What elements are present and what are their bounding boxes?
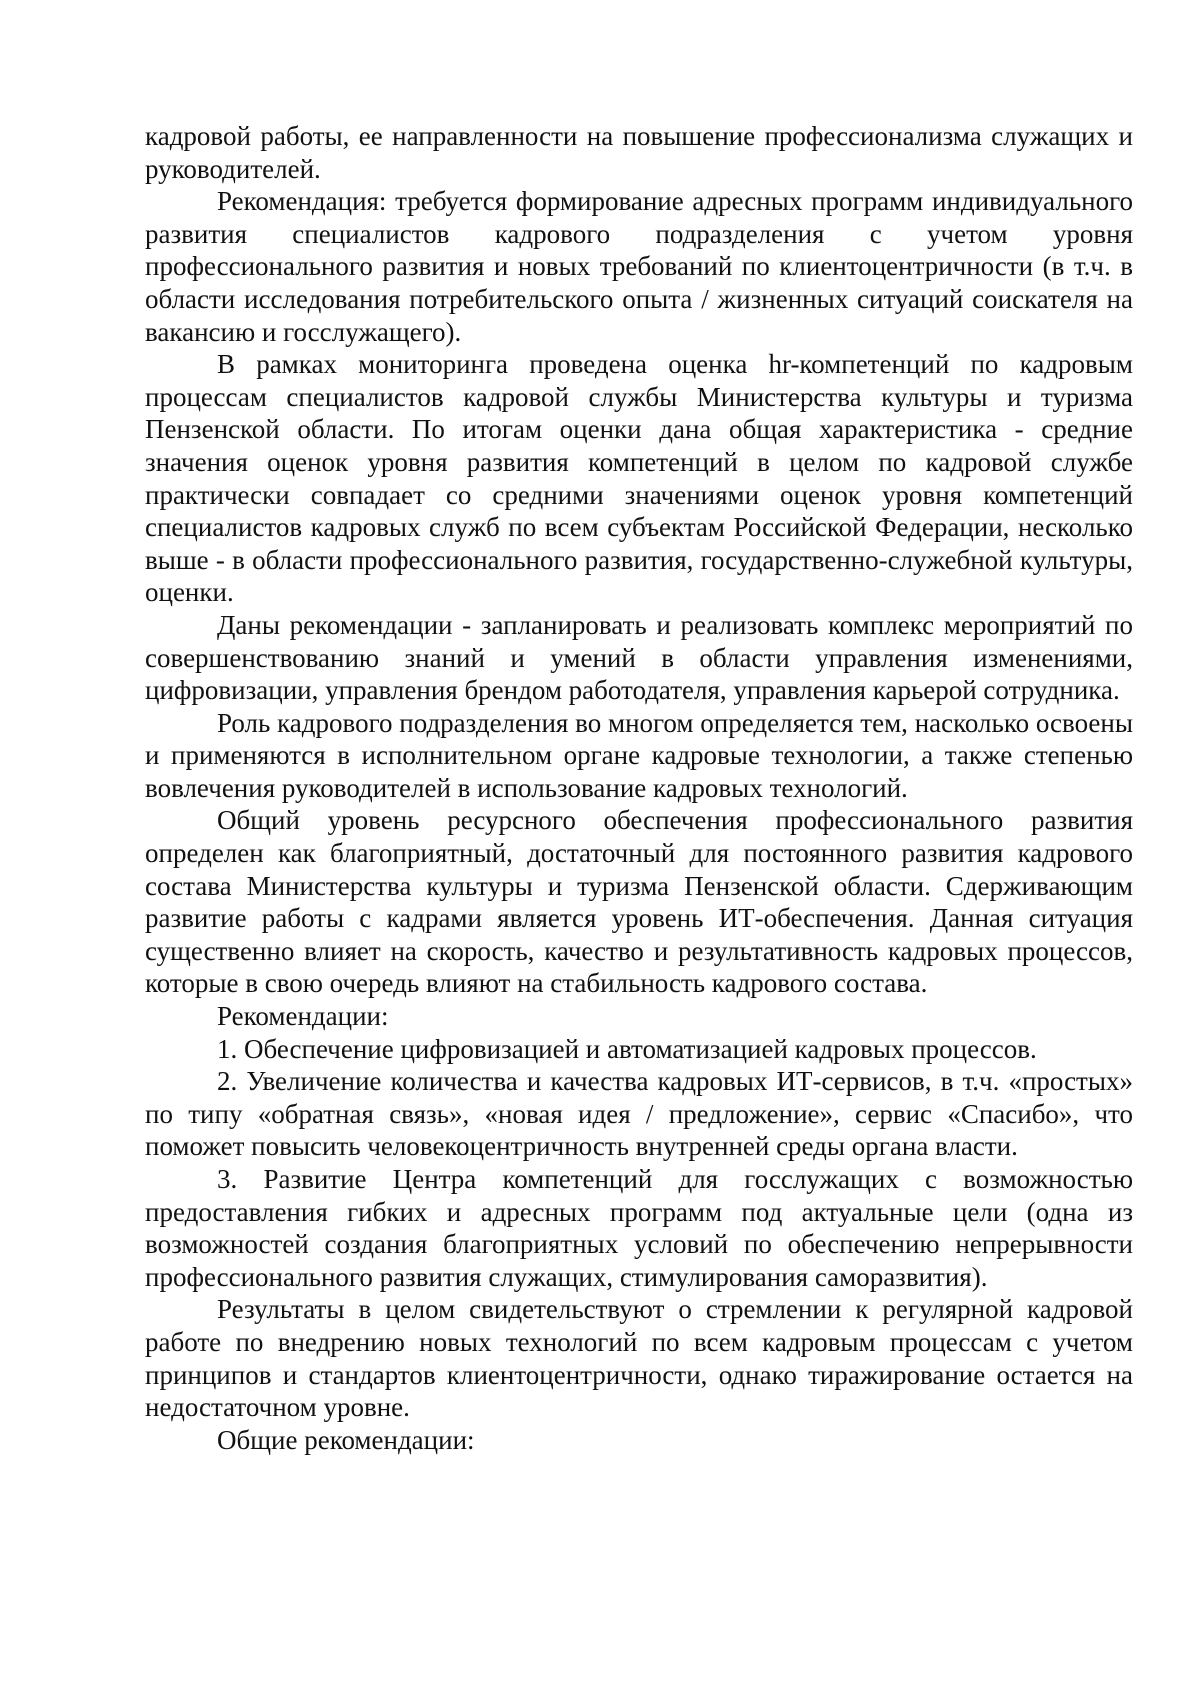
list-item-competence-center: 3. Развитие Центра компетенций для госслужащих с возможностью предоставления гибких и адресных программ под актуальные цели (одна из возможностей создания благоприятных условий по обеспечению непрерывности профессионального развития служащих, стимулирования саморазвития). <box>145 1164 1133 1292</box>
paragraph-hr-competence-assessment: В рамках мониторинга проведена оценка hr-компетенций по кадровым процессам специалистов кадровой службы Министерства культуры и туризма Пензенской области. По итогам оценки дана общая характеристика - средние значения оценок уровня развития компетенций в целом по кадровой службе практически совпадает со средними значениями оценок уровня компетенций специалистов кадровых служб по всем субъектам Российской Федерации, несколько выше - в области профессионального развития, государственно-служебной культуры, оценки. <box>145 349 1133 608</box>
list-item-digitalization: 1. Обеспечение цифровизацией и автоматизацией кадровых процессов. <box>217 1033 1037 1064</box>
paragraph-recommendations-measures: Даны рекомендации - запланировать и реализовать комплекс мероприятий по совершенствованию знаний и умений в области управления изменениями, цифровизации, управления брендом работодателя, управления карьерой сотрудника. <box>145 609 1133 706</box>
paragraph-results: Результаты в целом свидетельствуют о стремлении к регулярной кадровой работе по внедрению новых технологий по всем кадровым процессам с учетом принципов и стандартов клиентоцентричности, однако тиражирование остается на недостаточном уровне. <box>145 1294 1133 1423</box>
paragraph-recommendation-hr-programs: Рекомендация: требуется формирование адресных программ индивидуального развития специалистов кадрового подразделения с учетом уровня профессионального развития и новых требований по клиентоцентричности (в т.ч. в области исследования потребительского опыта / жизненных ситуаций соискателя на вакансию и госслужащего). <box>145 186 1133 347</box>
paragraph-recommendations-heading: Рекомендации: <box>217 1001 389 1032</box>
paragraph-resource-provision: Общий уровень ресурсного обеспечения профессионального развития определен как благоприятный, достаточный для постоянного развития кадрового состава Министерства культуры и туризма Пензенской области. Сдерживающим развитие работы с кадрами является уровень ИТ-обеспечения. Данная ситуация существенно влияет на скорость, качество и результативность кадровых процессов, которые в свою очередь влияют на стабильность кадрового состава. <box>145 805 1133 999</box>
list-item-it-services: 2. Увеличение количества и качества кадровых ИТ-сервисов, в т.ч. «простых» по типу «обратная связь», «новая идея / предложение», сервис «Спасибо», что поможет повысить человекоцентричность внутренней среды органа власти. <box>145 1066 1133 1162</box>
paragraph-continuation: кадровой работы, ее направленности на повышение профессионализма служащих и руководителей. <box>145 121 1133 184</box>
paragraph-hr-department-role: Роль кадрового подразделения во многом определяется тем, насколько освоены и применяются в исполнительном органе кадровые технологии, а также степенью вовлечения руководителей в использование кадровых технологий. <box>145 707 1133 803</box>
document-page <box>145 120 1133 1456</box>
paragraph-general-recommendations-heading: Общие рекомендации: <box>217 1424 475 1455</box>
